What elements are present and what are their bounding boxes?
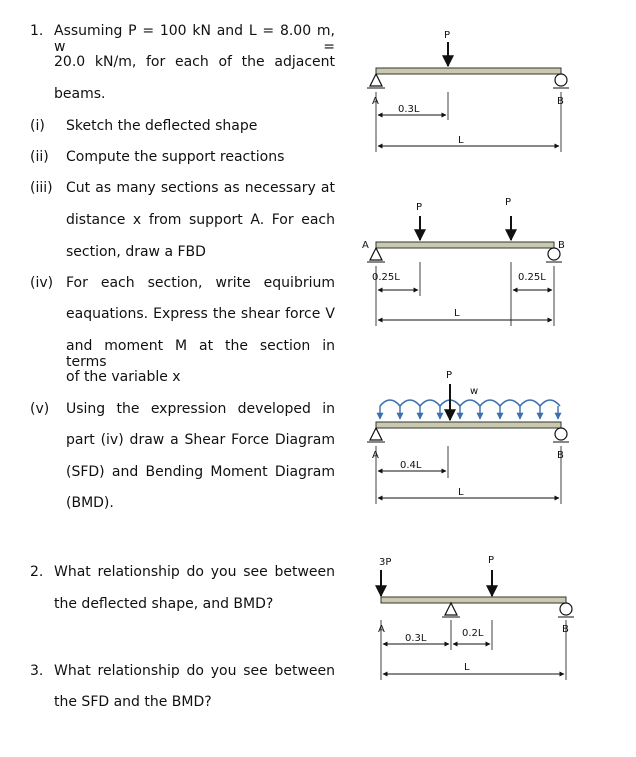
load-label: P: [488, 555, 495, 566]
item-iv-line-2: eaquations. Express the shear force V: [66, 306, 335, 322]
pin-support-icon: [370, 428, 382, 440]
roller-support-icon: [555, 74, 567, 86]
item-iv-line-1: For each section, write equibrium: [66, 275, 335, 291]
q1-line-1: Assuming P = 100 kN and L = 8.00 m, w =: [54, 23, 335, 55]
q3-line-2: the SFD and the BMD?: [54, 694, 212, 710]
item-v-number: (v): [30, 401, 50, 417]
beam-figure-3: [367, 370, 569, 504]
support-b-label: B: [558, 240, 565, 251]
beam: [376, 422, 561, 428]
item-v-line-4: (BMD).: [66, 495, 114, 511]
dimension-label: L: [464, 662, 470, 673]
load-label: P: [446, 370, 453, 381]
beam-figure-2: [362, 197, 565, 326]
item-iv-line-3: and moment M at the section in terms: [66, 338, 335, 370]
q1-line-2: 20.0 kN/m, for each of the adjacent: [54, 54, 335, 70]
item-iii-line-3: section, draw a FBD: [66, 244, 206, 260]
pin-support-icon: [445, 603, 457, 615]
dimension-label: 0.2L: [462, 628, 484, 639]
item-ii-line-1: Compute the support reactions: [66, 149, 285, 165]
item-i-line-1: Sketch the deflected shape: [66, 118, 258, 134]
item-i-number: (i): [30, 118, 45, 134]
distributed-load: [380, 400, 560, 406]
q3-number: 3.: [30, 663, 44, 679]
dimension-label: 0.25L: [518, 272, 546, 283]
load-label: P: [444, 30, 451, 41]
beam-figure-4: [378, 555, 574, 680]
pin-support-icon: [370, 74, 382, 86]
item-iii-line-1: Cut as many sections as necessary at: [66, 180, 335, 196]
dimension-label: L: [454, 308, 460, 319]
beam: [381, 597, 566, 603]
support-b-label: B: [562, 624, 569, 635]
dist-load-label: w: [470, 386, 479, 397]
pin-support-icon: [370, 248, 382, 260]
item-iv-number: (iv): [30, 275, 54, 291]
item-v-line-3: (SFD) and Bending Moment Diagram: [66, 464, 335, 480]
roller-support-icon: [555, 428, 567, 440]
load-label: P: [505, 197, 512, 208]
dimension-label: 0.3L: [398, 104, 420, 115]
support-a-label: A: [372, 450, 379, 461]
item-v-line-1: Using the expression developed in: [66, 401, 335, 417]
support-b-label: B: [557, 450, 564, 461]
dimension-label: L: [458, 487, 464, 498]
q1-line-3: beams.: [54, 86, 106, 102]
item-iii-line-2: distance x from support A. For each: [66, 212, 335, 228]
dimension-label: 0.4L: [400, 460, 422, 471]
beam: [376, 68, 561, 74]
q2-line-2: the deflected shape, and BMD?: [54, 596, 274, 612]
item-ii-number: (ii): [30, 149, 49, 165]
beam-figure-1: [367, 30, 569, 152]
support-a-label: A: [362, 240, 369, 251]
support-a-label: A: [378, 624, 385, 635]
dimension-label: 0.25L: [372, 272, 400, 283]
item-v-line-2: part (iv) draw a Shear Force Diagram: [66, 432, 335, 448]
dimension-label: 0.3L: [405, 633, 427, 644]
support-b-label: B: [557, 96, 564, 107]
item-iv-line-4: of the variable x: [66, 369, 181, 385]
load-label: P: [416, 202, 423, 213]
dimension-label: L: [458, 135, 464, 146]
beam: [376, 242, 554, 248]
distributed-load-arrows: [380, 406, 558, 419]
q1-number: 1.: [30, 23, 44, 39]
item-iii-number: (iii): [30, 180, 53, 196]
load-label: 3P: [379, 557, 392, 568]
roller-support-icon: [560, 603, 572, 615]
support-a-label: A: [372, 96, 379, 107]
q2-line-1: What relationship do you see between: [54, 564, 335, 580]
q3-line-1: What relationship do you see between: [54, 663, 335, 679]
q2-number: 2.: [30, 564, 44, 580]
